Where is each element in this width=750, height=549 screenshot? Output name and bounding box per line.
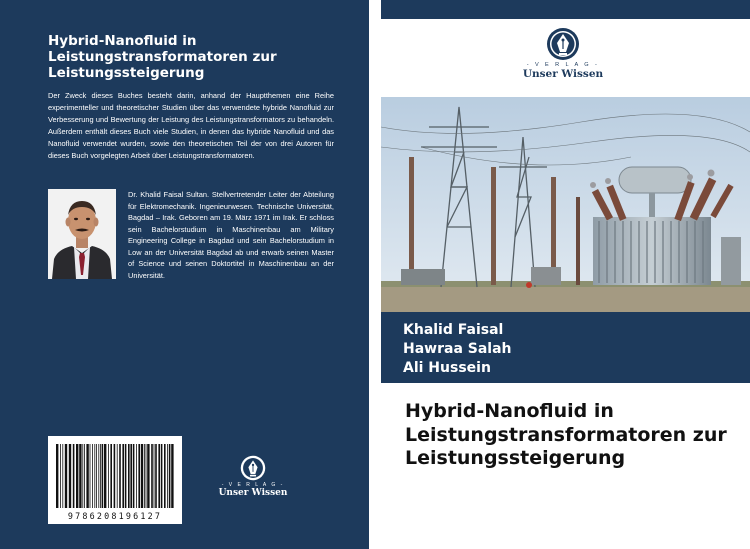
front-publisher-logo bbox=[511, 27, 615, 80]
front-cover-title: Hybrid-Nanofluid in Leistungstransformatoren zur Leistungssteigerung bbox=[405, 400, 727, 469]
barcode-bar bbox=[82, 444, 83, 508]
barcode-bar bbox=[154, 444, 155, 508]
fountain-pen-nib-emblem-icon bbox=[240, 455, 266, 481]
barcode-bar bbox=[128, 444, 130, 508]
barcode-bar bbox=[104, 444, 106, 508]
barcode-bar bbox=[79, 444, 81, 508]
barcode-bar bbox=[73, 444, 75, 508]
isbn-barcode bbox=[48, 436, 182, 524]
barcode-bar bbox=[151, 444, 153, 508]
barcode-bar bbox=[158, 444, 160, 508]
barcode-bar bbox=[164, 444, 166, 508]
publisher-verlag-label: - V E R L A G - bbox=[221, 482, 285, 488]
barcode-bar bbox=[138, 444, 140, 508]
barcode-bar bbox=[130, 444, 132, 508]
barcode-bar bbox=[56, 444, 58, 508]
front-cover bbox=[381, 0, 750, 549]
barcode-bar bbox=[136, 444, 137, 508]
barcode-bar bbox=[117, 444, 118, 508]
barcode-bar bbox=[96, 444, 97, 508]
barcode-bar bbox=[102, 444, 104, 508]
back-cover-title: Hybrid-Nanofluid in Leistungstransformatoren zur Leistungssteigerung bbox=[48, 33, 277, 81]
fountain-pen-nib-emblem-icon bbox=[546, 27, 580, 61]
barcode-bar bbox=[114, 444, 116, 508]
barcode-bar bbox=[122, 444, 124, 508]
author-name-1: Khalid Faisal bbox=[403, 322, 504, 338]
back-cover-blurb: Der Zweck dieses Buches besteht darin, anhand der Hauptthemen eine Reihe experimenteller und theoretischer Studien über das verwendete hybride Nanofluid zur Verbesserung und Bewertung der Leistung des Leistungstransformators zu behandeln. Außerdem enthält dieses Buch viele Studien, in denen das hybride Nanofluid und das Nanofluid verwendet wurden, sowie den theoretischen Teil der von drei Autoren für dieses Buch vorgelegten Arbeit über Leistungstransformatoren. bbox=[48, 91, 334, 160]
back-publisher-logo bbox=[218, 455, 288, 498]
author-name-3: Ali Hussein bbox=[403, 360, 491, 376]
authors-band bbox=[381, 312, 750, 383]
front-top-bar bbox=[381, 0, 750, 19]
barcode-bar bbox=[65, 444, 67, 508]
author-name-2: Hawraa Salah bbox=[403, 341, 512, 357]
publisher-name: Unser Wissen bbox=[218, 488, 288, 498]
barcode-bar bbox=[167, 444, 168, 508]
barcode-bar bbox=[86, 444, 88, 508]
back-cover bbox=[0, 0, 369, 549]
barcode-bar bbox=[76, 444, 78, 508]
isbn-digits: 9786208196127 bbox=[67, 511, 163, 521]
barcode-bar bbox=[141, 444, 143, 508]
barcode-bar bbox=[94, 444, 95, 508]
barcode-bar bbox=[147, 444, 149, 508]
barcode-bar bbox=[98, 444, 99, 508]
barcode-bar bbox=[92, 444, 93, 508]
barcode-bar bbox=[171, 444, 173, 508]
barcode-bar bbox=[60, 444, 61, 508]
cover-photo-substation bbox=[381, 97, 750, 312]
barcode-bar bbox=[119, 444, 121, 508]
barcode-bar bbox=[110, 444, 112, 508]
barcode-bar bbox=[133, 444, 135, 508]
barcode-bar bbox=[169, 444, 171, 508]
barcode-bar bbox=[69, 444, 71, 508]
barcode-bar bbox=[90, 444, 91, 508]
barcode-bar bbox=[161, 444, 163, 508]
barcode-bar bbox=[100, 444, 101, 508]
barcode-bar bbox=[62, 444, 63, 508]
author-bio: Dr. Khalid Faisal Sultan. Stellvertretender Leiter der Abteilung für Elektromechanik. Ingenieurwesen. Technische Universität, Bagdad – Irak. Geboren am 19. März 1971 im Irak. Er schloss sein Bachelorstudium in Maschinenbau am Military Engineering College in Bagdad und sein Bachelorstudium in Low an der Universität Bagdad ab und erwarb seinen Master of Science und seinen Doktortitel in Maschinenbau an der Universität. bbox=[128, 190, 334, 280]
barcode-bar bbox=[146, 444, 147, 508]
barcode-bar bbox=[144, 444, 145, 508]
barcode-bar bbox=[84, 444, 85, 508]
barcode-bar bbox=[108, 444, 109, 508]
barcode-bar bbox=[155, 444, 157, 508]
barcode-bar bbox=[125, 444, 127, 508]
author-photo bbox=[48, 189, 116, 279]
publisher-verlag-label: - V E R L A G - bbox=[526, 62, 600, 68]
spine-gap bbox=[369, 0, 381, 549]
publisher-name: Unser Wissen bbox=[522, 68, 604, 80]
